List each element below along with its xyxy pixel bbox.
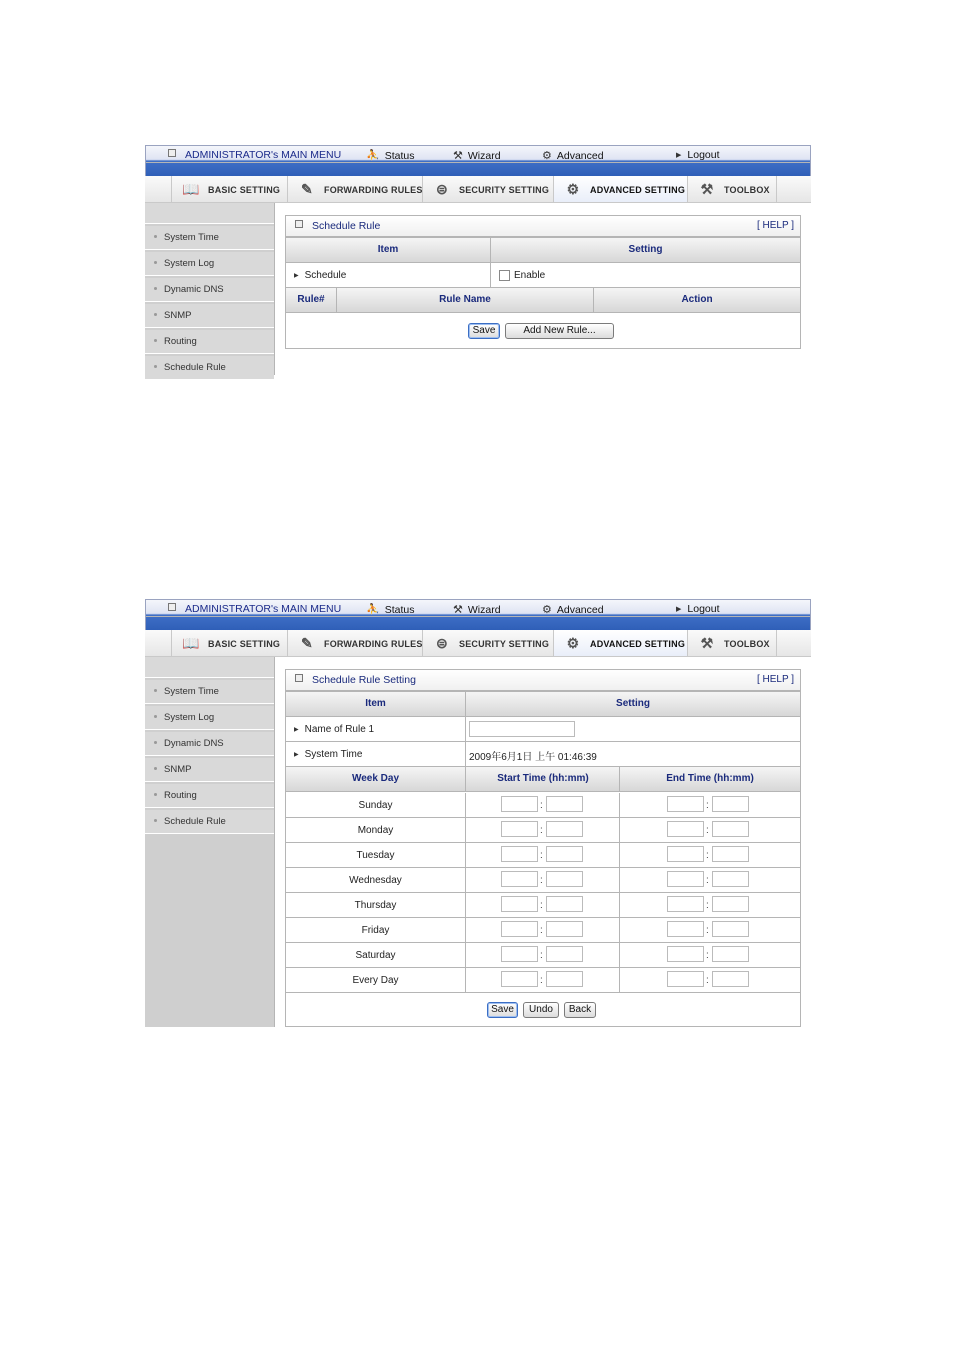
bullet-icon bbox=[154, 287, 157, 290]
col-item: Item bbox=[365, 698, 386, 709]
advanced-tab-icon: ⚙ bbox=[566, 635, 580, 651]
day-row bbox=[286, 893, 800, 918]
rule-name-input[interactable] bbox=[469, 721, 575, 737]
end-hour-input[interactable] bbox=[667, 796, 704, 812]
start-colon: : bbox=[540, 850, 543, 861]
back-button[interactable]: Back bbox=[564, 1002, 596, 1018]
start-minute-input[interactable] bbox=[546, 946, 583, 962]
rule-name-row bbox=[286, 717, 800, 742]
end-colon: : bbox=[706, 825, 709, 836]
item-setting-header bbox=[286, 237, 800, 263]
week-schedule-header bbox=[286, 767, 800, 792]
toolbox-icon: ⚒ bbox=[700, 635, 714, 651]
start-colon: : bbox=[540, 950, 543, 961]
day-row bbox=[286, 868, 800, 893]
col-action: Action bbox=[593, 288, 800, 312]
col-week-day: Week Day bbox=[351, 773, 400, 784]
tab-toolbox[interactable]: ⚒ TOOLBOX bbox=[687, 176, 777, 202]
start-hour-input[interactable] bbox=[501, 821, 538, 837]
day-label: Wednesday bbox=[349, 875, 402, 886]
end-colon: : bbox=[706, 950, 709, 961]
book-icon: 📖 bbox=[182, 635, 200, 651]
tab-security-setting[interactable]: ⊜ SECURITY SETTING bbox=[422, 630, 553, 656]
tab-toolbox[interactable]: ⚒ TOOLBOX bbox=[687, 630, 777, 656]
sidebar-item-system-log[interactable]: System Log bbox=[145, 252, 274, 276]
main-menu-bar bbox=[145, 145, 811, 177]
system-time-label: System Time bbox=[304, 749, 363, 760]
start-minute-input[interactable] bbox=[546, 896, 583, 912]
system-time-row bbox=[286, 742, 800, 767]
wizard-link[interactable]: ⚒ Wizard bbox=[453, 604, 501, 616]
book-icon: 📖 bbox=[182, 181, 200, 197]
start-hour-input[interactable] bbox=[501, 846, 538, 862]
col-setting: Setting bbox=[490, 238, 800, 262]
arrow-right-icon: ▶ bbox=[676, 606, 682, 613]
schedule-rule-setting-screen bbox=[145, 599, 811, 1027]
wizard-link[interactable]: ⚒ Wizard bbox=[453, 150, 501, 162]
panel-title: Schedule Rule bbox=[295, 220, 380, 232]
schedule-rule-panel bbox=[285, 215, 801, 349]
start-hour-input[interactable] bbox=[501, 971, 538, 987]
day-row bbox=[286, 818, 800, 843]
arrow-right-icon: ▶ bbox=[294, 273, 299, 279]
panel-title-bar bbox=[286, 216, 800, 237]
end-minute-input[interactable] bbox=[712, 946, 749, 962]
bullet-icon bbox=[154, 741, 157, 744]
title-square-icon bbox=[295, 220, 303, 228]
end-hour-input[interactable] bbox=[667, 821, 704, 837]
status-link[interactable]: ⛹ Status bbox=[366, 150, 415, 162]
main-menu-bar bbox=[145, 599, 811, 631]
admin-main-menu[interactable]: ADMINISTRATOR's MAIN MENU bbox=[168, 149, 341, 161]
logout-link[interactable]: ▶ Logout bbox=[676, 603, 720, 615]
end-hour-input[interactable] bbox=[667, 896, 704, 912]
end-hour-input[interactable] bbox=[667, 971, 704, 987]
col-setting: Setting bbox=[465, 692, 800, 716]
start-hour-input[interactable] bbox=[501, 921, 538, 937]
end-minute-input[interactable] bbox=[712, 821, 749, 837]
status-link[interactable]: ⛹ Status bbox=[366, 604, 415, 616]
start-colon: : bbox=[540, 875, 543, 886]
save-button[interactable]: Save bbox=[487, 1002, 518, 1018]
start-colon: : bbox=[540, 800, 543, 811]
bullet-icon bbox=[154, 339, 157, 342]
status-person-icon: ⛹ bbox=[366, 604, 380, 616]
sidebar-item-schedule-rule[interactable]: Schedule Rule bbox=[145, 810, 274, 834]
bullet-icon bbox=[154, 235, 157, 238]
end-minute-input[interactable] bbox=[712, 796, 749, 812]
end-colon: : bbox=[706, 850, 709, 861]
end-minute-input[interactable] bbox=[712, 921, 749, 937]
schedule-rule-setting-panel bbox=[285, 669, 801, 1027]
col-end-time: End Time (hh:mm) bbox=[619, 767, 800, 791]
security-icon: ⊜ bbox=[436, 635, 448, 651]
start-minute-input[interactable] bbox=[546, 846, 583, 862]
start-minute-input[interactable] bbox=[546, 821, 583, 837]
start-colon: : bbox=[540, 975, 543, 986]
tab-bar bbox=[145, 176, 811, 203]
end-colon: : bbox=[706, 800, 709, 811]
end-minute-input[interactable] bbox=[712, 846, 749, 862]
end-hour-input[interactable] bbox=[667, 946, 704, 962]
day-row bbox=[286, 968, 800, 993]
col-rule-name: Rule Name bbox=[336, 288, 593, 312]
start-hour-input[interactable] bbox=[501, 946, 538, 962]
arrow-right-icon: ▶ bbox=[676, 152, 682, 159]
bullet-icon bbox=[154, 819, 157, 822]
tab-basic-setting[interactable]: 📖 BASIC SETTING bbox=[171, 176, 287, 202]
sidebar-item-snmp[interactable]: SNMP bbox=[145, 304, 274, 328]
start-minute-input[interactable] bbox=[546, 971, 583, 987]
sidebar bbox=[145, 657, 275, 1027]
end-hour-input[interactable] bbox=[667, 871, 704, 887]
end-minute-input[interactable] bbox=[712, 896, 749, 912]
menu-square-icon bbox=[168, 603, 176, 611]
panel-title: Schedule Rule Setting bbox=[295, 674, 416, 686]
tab-forwarding-rules[interactable]: ✎ FORWARDING RULES bbox=[287, 630, 422, 656]
day-label: Saturday bbox=[355, 950, 396, 961]
forwarding-icon: ✎ bbox=[301, 635, 313, 651]
rule-name-label: Name of Rule 1 bbox=[304, 724, 375, 735]
day-label: Monday bbox=[357, 825, 394, 836]
end-colon: : bbox=[706, 900, 709, 911]
end-colon: : bbox=[706, 975, 709, 986]
admin-main-menu[interactable]: ADMINISTRATOR's MAIN MENU bbox=[168, 603, 341, 615]
enable-label: Enable bbox=[514, 270, 546, 281]
tab-bar bbox=[145, 630, 811, 657]
start-hour-input[interactable] bbox=[501, 796, 538, 812]
help-link[interactable]: [ HELP ] bbox=[756, 220, 794, 231]
day-row bbox=[286, 843, 800, 868]
start-colon: : bbox=[540, 925, 543, 936]
tab-advanced-setting[interactable]: ⚙ ADVANCED SETTING bbox=[553, 630, 687, 656]
sidebar-item-routing[interactable]: Routing bbox=[145, 784, 274, 808]
day-row bbox=[286, 918, 800, 943]
sidebar-item-routing[interactable]: Routing bbox=[145, 330, 274, 354]
bullet-icon bbox=[154, 715, 157, 718]
tab-advanced-setting[interactable]: ⚙ ADVANCED SETTING bbox=[553, 176, 687, 202]
sidebar-item-system-time[interactable]: System Time bbox=[145, 226, 274, 250]
bullet-icon bbox=[154, 313, 157, 316]
tab-basic-setting[interactable]: 📖 BASIC SETTING bbox=[171, 630, 287, 656]
sidebar-item-schedule-rule[interactable]: Schedule Rule bbox=[145, 356, 274, 380]
end-hour-input[interactable] bbox=[667, 921, 704, 937]
tab-security-setting[interactable]: ⊜ SECURITY SETTING bbox=[422, 176, 553, 202]
end-minute-input[interactable] bbox=[712, 871, 749, 887]
col-start-time: Start Time (hh:mm) bbox=[465, 767, 620, 791]
bullet-icon bbox=[154, 689, 157, 692]
title-square-icon bbox=[295, 674, 303, 682]
end-hour-input[interactable] bbox=[667, 846, 704, 862]
day-label: Every Day bbox=[352, 975, 399, 986]
item-setting-header bbox=[286, 691, 800, 717]
advanced-link[interactable]: ⚙ Advanced bbox=[542, 604, 604, 616]
advanced-icon: ⚙ bbox=[542, 150, 552, 162]
system-time-value: 2009年6月1日 上午 01:46:39 bbox=[469, 752, 597, 763]
schedule-row bbox=[286, 263, 800, 288]
end-colon: : bbox=[706, 925, 709, 936]
schedule-label: Schedule bbox=[304, 270, 347, 281]
security-icon: ⊜ bbox=[436, 181, 448, 197]
bullet-icon bbox=[154, 767, 157, 770]
day-row bbox=[286, 943, 800, 968]
sidebar-item-system-time[interactable]: System Time bbox=[145, 680, 274, 704]
schedule-rule-screen bbox=[145, 145, 811, 375]
save-button[interactable]: Save bbox=[468, 323, 500, 339]
day-row bbox=[286, 793, 800, 818]
advanced-tab-icon: ⚙ bbox=[566, 181, 580, 197]
help-link[interactable]: [ HELP ] bbox=[756, 674, 794, 685]
forwarding-icon: ✎ bbox=[301, 181, 313, 197]
tab-forwarding-rules[interactable]: ✎ FORWARDING RULES bbox=[287, 176, 422, 202]
undo-button[interactable]: Undo bbox=[523, 1002, 559, 1018]
sidebar-item-dynamic-dns[interactable]: Dynamic DNS bbox=[145, 732, 274, 756]
end-colon: : bbox=[706, 875, 709, 886]
sidebar-item-system-log[interactable]: System Log bbox=[145, 706, 274, 730]
enable-checkbox[interactable] bbox=[499, 270, 510, 281]
start-hour-input[interactable] bbox=[501, 896, 538, 912]
panel-title-bar bbox=[286, 670, 800, 691]
toolbox-icon: ⚒ bbox=[700, 181, 714, 197]
start-minute-input[interactable] bbox=[546, 796, 583, 812]
arrow-right-icon: ▶ bbox=[294, 727, 299, 733]
start-colon: : bbox=[540, 900, 543, 911]
sidebar-item-dynamic-dns[interactable]: Dynamic DNS bbox=[145, 278, 274, 302]
advanced-link[interactable]: ⚙ Advanced bbox=[542, 150, 604, 162]
sidebar-item-snmp[interactable]: SNMP bbox=[145, 758, 274, 782]
arrow-right-icon: ▶ bbox=[294, 752, 299, 758]
wizard-icon: ⚒ bbox=[453, 604, 463, 616]
day-label: Thursday bbox=[354, 900, 397, 911]
day-label: Friday bbox=[361, 925, 390, 936]
col-item: Item bbox=[377, 244, 399, 255]
start-hour-input[interactable] bbox=[501, 871, 538, 887]
bullet-icon bbox=[154, 261, 157, 264]
col-rule-number: Rule# bbox=[297, 294, 325, 305]
add-new-rule-button[interactable]: Add New Rule... bbox=[505, 323, 614, 339]
bullet-icon bbox=[154, 365, 157, 368]
start-minute-input[interactable] bbox=[546, 921, 583, 937]
menu-square-icon bbox=[168, 149, 176, 157]
status-person-icon: ⛹ bbox=[366, 150, 380, 162]
logout-link[interactable]: ▶ Logout bbox=[676, 149, 720, 161]
sidebar bbox=[145, 203, 275, 375]
start-minute-input[interactable] bbox=[546, 871, 583, 887]
start-colon: : bbox=[540, 825, 543, 836]
bullet-icon bbox=[154, 793, 157, 796]
day-label: Sunday bbox=[358, 800, 393, 811]
rule-list-header bbox=[286, 288, 800, 313]
wizard-icon: ⚒ bbox=[453, 150, 463, 162]
day-label: Tuesday bbox=[356, 850, 395, 861]
advanced-icon: ⚙ bbox=[542, 604, 552, 616]
end-minute-input[interactable] bbox=[712, 971, 749, 987]
